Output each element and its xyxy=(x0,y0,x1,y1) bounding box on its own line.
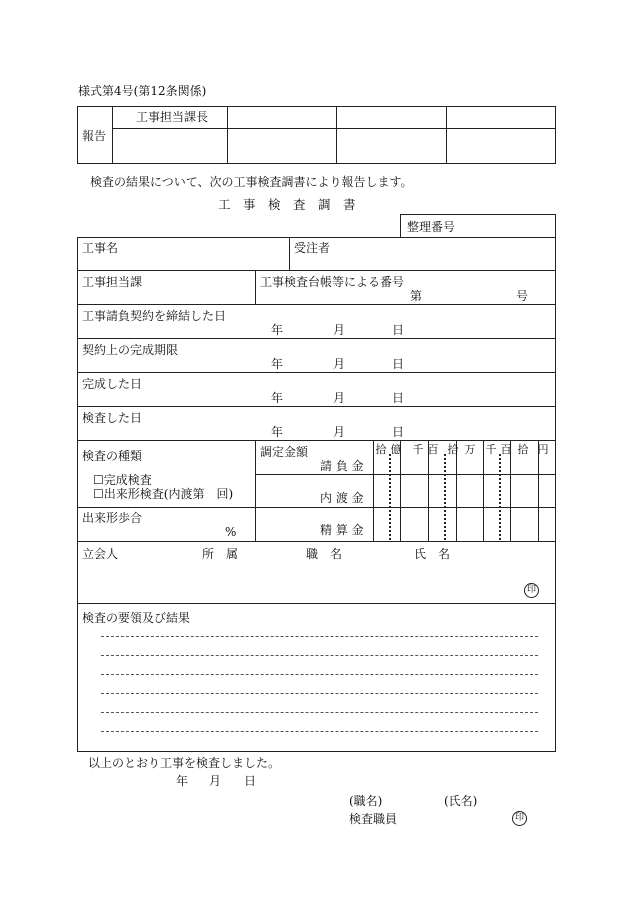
hi-label: 日 xyxy=(392,391,405,405)
nen-label: 年 xyxy=(271,357,284,371)
go-label: 号 xyxy=(516,289,529,303)
hi-label: 日 xyxy=(392,425,405,439)
dekigata-buai-label: 出来形歩合 xyxy=(82,511,143,525)
report-header-1: 工事担当課長 xyxy=(136,110,209,124)
chotei-kingaku-label: 調定金額 xyxy=(260,445,309,459)
shozoku-label: 所 属 xyxy=(202,547,239,561)
shokumei-label: 職 名 xyxy=(306,547,343,561)
closing-text: 以上のとおり工事を検査しました。 xyxy=(88,756,281,770)
seisan-kin-label: 精 算 金 xyxy=(320,523,364,537)
digit-header-9: 円 xyxy=(537,443,549,456)
document-title: 工 事 検 査 調 書 xyxy=(218,197,356,212)
kanse-bi-label: 完成した日 xyxy=(82,377,143,391)
tsuki-label: 月 xyxy=(333,391,346,405)
digit-header-1: 億 xyxy=(390,443,402,456)
nen-label: 年 xyxy=(271,323,284,337)
digit-header-7: 百 xyxy=(500,443,512,456)
digit-header-5: 万 xyxy=(464,443,476,456)
signature-shokumei: (職名) xyxy=(349,794,383,808)
closing-nen: 年 xyxy=(176,774,189,788)
hi-label: 日 xyxy=(392,357,405,371)
koji-tanto-ka-label: 工事担当課 xyxy=(82,275,143,289)
digit-header-3: 百 xyxy=(427,443,439,456)
closing-hi: 日 xyxy=(244,774,257,788)
digit-header-8: 拾 xyxy=(517,443,529,456)
closing-tsuki: 月 xyxy=(209,774,222,788)
nen-label: 年 xyxy=(271,425,284,439)
seiri-bango-label: 整理番号 xyxy=(407,220,456,234)
digit-header-0: 拾 xyxy=(375,443,387,456)
ukeoi-kin-label: 請 負 金 xyxy=(320,459,364,473)
uchiwatashi-kin-label: 内 渡 金 xyxy=(320,491,364,505)
keiyaku-bi-label: 工事請負契約を締結した日 xyxy=(82,309,227,323)
tachiai-label: 立会人 xyxy=(82,547,119,561)
dai-label: 第 xyxy=(410,289,423,303)
tsuki-label: 月 xyxy=(333,323,346,337)
kensa-bi-label: 検査した日 xyxy=(82,411,143,425)
kanse-kigen-label: 契約上の完成期限 xyxy=(82,343,179,357)
digit-header-6: 千 xyxy=(485,443,497,456)
daicho-bango-label: 工事検査台帳等による番号 xyxy=(260,275,405,289)
report-label: 報告 xyxy=(82,129,107,143)
hi-label: 日 xyxy=(392,323,405,337)
tsuki-label: 月 xyxy=(333,357,346,371)
percent-unit: % xyxy=(225,525,237,539)
juchusha-label: 受注者 xyxy=(294,241,331,255)
intro-text: 検査の結果について、次の工事検査調書により報告します。 xyxy=(90,175,413,189)
kanse-kensa-option: ☐完成検査 xyxy=(93,473,152,487)
digit-header-4: 拾 xyxy=(447,443,459,456)
nen-label: 年 xyxy=(271,391,284,405)
dekigata-kensa-option: ☐出来形検査(内渡第 回) xyxy=(93,487,234,501)
seal-mark: 印 xyxy=(524,583,539,598)
kensa-shurui-label: 検査の種類 xyxy=(82,449,143,463)
signature-shimei: (氏名) xyxy=(444,794,478,808)
signature-seal: 印 xyxy=(512,811,527,826)
shimei-label: 氏 名 xyxy=(414,547,451,561)
digit-header-2: 千 xyxy=(412,443,424,456)
kensa-kekka-label: 検査の要領及び結果 xyxy=(82,611,191,625)
koji-mei-label: 工事名 xyxy=(82,241,119,255)
kensa-shokuin-label: 検査職員 xyxy=(349,812,398,826)
form-id: 様式第4号(第12条関係) xyxy=(78,84,207,98)
tsuki-label: 月 xyxy=(333,425,346,439)
